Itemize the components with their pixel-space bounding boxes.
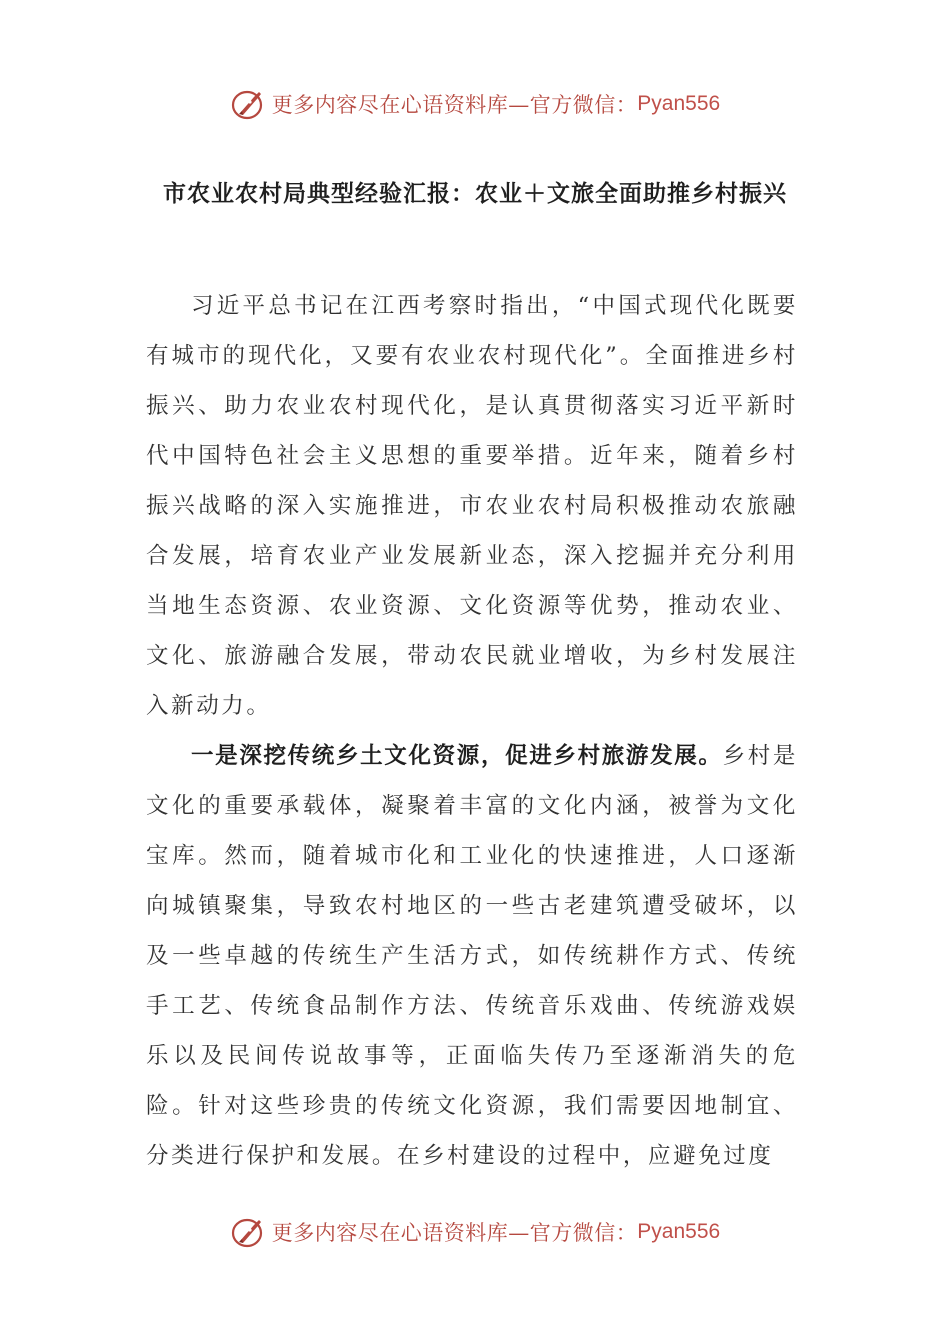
paragraph-text: 习近平总书记在江西考察时指出，“中国式现代化既要有城市的现代化，又要有农业农村现代化”。全面推进乡村振兴、助力农业农村现代化，是认真贯彻落实习近平新时代中国特色社会主义思想的重要举措。近年来，随着乡村振兴战略的深入实施推进，市农业农村局积极推动农旅融合发展，培育农业产业发展新业态，深入挖掘并充分利用当地生态资源、农业资源、文化资源等优势，推动农业、文化、旅游融合发展，带动农民就业增收，为乡村发展注入新动力。 — [146, 293, 798, 719]
pen-nib-circle-icon — [230, 1214, 268, 1250]
header-watermark — [0, 84, 950, 124]
document-title: 市农业农村局典型经验汇报：农业＋文旅全面助推乡村振兴 — [163, 181, 787, 207]
footer-watermark — [0, 1212, 950, 1252]
watermark-wechat-id: Pyan556 — [637, 92, 721, 115]
watermark-wechat-id: Pyan556 — [637, 1220, 721, 1243]
pen-nib-circle-icon — [230, 86, 268, 122]
section-heading: 一是深挖传统乡土文化资源，促进乡村旅游发展。 — [191, 743, 723, 769]
paragraph-intro — [146, 281, 798, 731]
watermark-text: 更多内容尽在心语资料库—官方微信： — [271, 93, 638, 117]
document-body — [146, 281, 798, 1181]
watermark-text: 更多内容尽在心语资料库—官方微信： — [271, 1221, 638, 1245]
paragraph-section-one — [146, 731, 798, 1181]
paragraph-text: 乡村是文化的重要承载体，凝聚着丰富的文化内涵，被誉为文化宝库。然而，随着城市化和工业化的快速推进，人口逐渐向城镇聚集，导致农村地区的一些古老建筑遭受破坏，以及一些卓越的传统生产生活方式，如传统耕作方式、传统手工艺、传统食品制作方法、传统音乐戏曲、传统游戏娱乐以及民间传说故事等，正面临失传乃至逐渐消失的危险。针对这些珍贵的传统文化资源，我们需要因地制宜、分类进行保护和发展。在乡村建设的过程中，应避免过度 — [146, 743, 798, 1169]
